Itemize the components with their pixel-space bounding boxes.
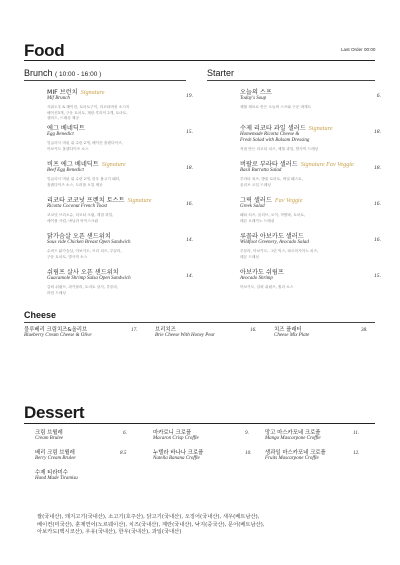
dessert-name: 베리 크림 브륄레 — [35, 450, 75, 456]
menu-item-english: Basil Burratta Salad — [240, 168, 282, 174]
last-order-note: Last Order 00:00 — [341, 47, 376, 52]
menu-item-name-row — [47, 89, 182, 96]
cheese-name: 브리치즈 — [155, 327, 176, 333]
origin-line: 아보카도(멕시코산), 우유(국내산), 한우(국내산), 과일(국내산) — [37, 529, 182, 536]
menu-item-name-row — [240, 269, 375, 276]
menu-item-price: 16. — [374, 201, 381, 207]
menu-item-price: 18. — [374, 165, 381, 171]
menu-item-name: 버팔로 부라타 샐러드 — [240, 161, 298, 168]
starter-divider — [207, 80, 375, 81]
menu-item-price: 19. — [186, 93, 193, 99]
menu-item-desc: 구운 토마토, 발사믹 소스 — [47, 254, 88, 259]
dessert-item — [35, 450, 76, 462]
menu-item-name-row — [240, 125, 375, 132]
menu-item-english: Avocado Shrimp — [240, 276, 273, 282]
menu-item-price: 15. — [186, 129, 193, 135]
dessert-english: Mango Mascarpone Croffle — [265, 436, 321, 442]
menu-item-name: 그릭 샐러드 — [240, 197, 272, 204]
cheese-name: 치즈 플래터 — [274, 327, 302, 333]
menu-item-price: 16. — [374, 237, 381, 243]
dessert-name: 생과일 마스카포네 크로플 — [265, 450, 326, 456]
menu-item — [47, 89, 182, 122]
menu-item-price: 18. — [374, 129, 381, 135]
menu-item-name: 에그 베네딕트 — [47, 125, 85, 132]
menu-item-name-row — [240, 233, 375, 240]
menu-item-price: 14. — [186, 273, 193, 279]
menu-item-english: Today's Soup — [240, 96, 267, 102]
menu-item-english: Sous vide Chicken Breast Open Sandwich — [47, 240, 131, 246]
starter-section-title: Starter — [207, 68, 235, 78]
menu-item-desc: 루꼴라, 아보카도, 그린 믹스, 파르미지아노 치즈, — [240, 249, 319, 254]
menu-item-name-row — [240, 197, 375, 204]
cheese-price: 16. — [250, 327, 257, 333]
menu-item-desc: 직접 만든 리코타 치즈, 제철 과일, 발사믹 드레싱 — [240, 147, 319, 152]
menu-item-name: MIF 브런치 — [47, 89, 78, 96]
dessert-price: 9. — [245, 430, 249, 436]
menu-item-english: Fresh Salad with Balsam Dressing — [240, 138, 310, 144]
menu-item-desc: 올리브 오일 드레싱 — [240, 182, 271, 187]
menu-item-name: 루꼴라 아보카도 샐러드 — [240, 233, 304, 240]
menu-item-desc: 코코넛 브리오슈, 리코타 크림, 계절 과일, — [47, 213, 114, 218]
cheese-price: 17. — [131, 327, 138, 333]
menu-item-desc: 사워도우 & 베이컨, 토마토구이, 리코타버섯 소시지 — [47, 105, 130, 110]
dessert-price: 6. — [123, 430, 127, 436]
brunch-section-title — [24, 68, 101, 78]
dessert-name: 망고 마스카포네 크로플 — [265, 430, 321, 436]
menu-item-desc: 잉글리시 머핀 위 수란 2개, 한우 불고기 패티, — [47, 177, 121, 182]
cheese-english: Brie Cheese With Honey Pear — [155, 333, 215, 339]
dessert-name: 수제 티라미수 — [35, 470, 68, 476]
dessert-item — [35, 470, 78, 482]
dessert-item — [153, 450, 203, 462]
cheese-price: 38. — [361, 327, 368, 333]
cheese-list — [24, 327, 375, 351]
menu-item-name: 아보카도 쉬림프 — [240, 269, 284, 276]
signature-tag: Signature — [308, 125, 333, 132]
menu-item-name-row — [47, 269, 182, 276]
menu-item-price: 14. — [186, 237, 193, 243]
menu-item — [240, 125, 375, 153]
dessert-item — [265, 450, 326, 462]
menu-item-english: Beef Egg Benedict — [47, 168, 84, 174]
brunch-hours: ( 10:00 - 16:00 ) — [55, 71, 102, 78]
menu-item-english: Mif Brunch — [47, 96, 70, 102]
menu-item — [240, 89, 375, 111]
menu-item-name: 수제 리코타 과일 샐러드 — [240, 125, 306, 132]
menu-item-english: Guacamole Shrimp Salsa Open Sandwich — [47, 276, 131, 282]
menu-item-name: 비프 에그 베네딕트 — [47, 161, 99, 168]
cheese-item — [24, 327, 92, 339]
cheese-name: 블루베리 크림치즈&올리브 — [24, 327, 88, 333]
menu-item-desc: 샐러드, 드레싱 제공 — [47, 116, 80, 121]
menu-item-name-row — [47, 233, 182, 240]
menu-item — [47, 197, 182, 224]
dessert-english: Fruits Mascarpone Croffle — [265, 456, 319, 462]
signature-tag: Signature — [80, 89, 105, 96]
menu-item — [47, 125, 182, 152]
dessert-item — [153, 430, 199, 442]
menu-item-desc: 베이컨3개, 구운 토마토, 계란 후라이 2개, 토마토, — [47, 110, 128, 115]
menu-item — [240, 197, 375, 224]
dessert-item — [35, 430, 63, 442]
cheese-divider — [24, 322, 375, 323]
menu-item — [240, 269, 375, 291]
menu-item-name-row — [47, 125, 182, 132]
menu-item-desc: 아보카도, 갈릭 쉬림프, 칠리 소스 — [240, 285, 294, 290]
cheese-item — [274, 327, 309, 339]
menu-item-name-row — [240, 89, 375, 96]
menu-item-desc: 메이플 시럽, 바닐라 아이스크림 — [47, 218, 98, 223]
dessert-list — [35, 430, 375, 510]
menu-item-name-row — [47, 197, 182, 204]
header-divider — [24, 60, 375, 61]
menu-item-name: 닭가슴살 오픈 샌드위치 — [47, 233, 111, 240]
menu-item-desc: 레몬 오레가노 드레싱 — [240, 218, 275, 223]
menu-item — [240, 233, 375, 260]
dessert-english: Macaron Crisp Croffle — [153, 436, 199, 442]
dessert-name: 크림 브륄레 — [35, 430, 63, 436]
menu-item — [47, 161, 182, 188]
menu-item — [240, 161, 375, 188]
menu-item-desc: 홀랜다이즈 소스, 트러플 오일 제공 — [47, 182, 103, 187]
menu-item-english: Ricotta Coconut French Toast — [47, 204, 108, 210]
menu-item — [47, 269, 182, 296]
menu-item-name: 리코타 코코넛 프렌치 토스트 — [47, 197, 125, 204]
dessert-english: Hand Made Tiramisu — [35, 476, 78, 482]
menu-item-english: Greek Salad — [240, 204, 265, 210]
dessert-title: Dessert — [24, 403, 85, 422]
cheese-title: Cheese — [24, 310, 57, 320]
menu-item-english: Wildfoot Greenery, Avocado Salad — [240, 240, 309, 246]
dessert-english: Nutella Banana Croffle — [153, 456, 200, 462]
menu-item-desc: 레몬 드레싱 — [240, 254, 259, 259]
dessert-name: 누텔라 바나나 크로플 — [153, 450, 204, 456]
menu-item-price: 15. — [374, 273, 381, 279]
dessert-price: 10. — [245, 450, 252, 456]
cheese-item — [155, 327, 215, 339]
signature-tag: Signature — [127, 197, 152, 204]
signature-tag: Fav Veggie — [274, 197, 303, 204]
cheese-english: Cheese Mix Plate — [274, 333, 310, 339]
menu-item-price: 18. — [186, 165, 193, 171]
origin-notice — [37, 514, 265, 537]
dessert-english: Berry Cream Brulee — [35, 456, 76, 462]
menu-item-desc: 페타 치즈, 올리브, 오이, 적양파, 토마토, — [240, 213, 306, 218]
dessert-item — [265, 430, 321, 442]
menu-item-name: 쉬림프 살사 오픈 샌드위치 — [47, 269, 119, 276]
signature-tag: Signature — [101, 161, 126, 168]
dessert-price: 12. — [353, 450, 360, 456]
dessert-price: 8.5 — [120, 450, 127, 456]
menu-item-desc: 라임 드레싱 — [47, 290, 66, 295]
origin-line: 베이컨(미국산), 훈제연어(노르웨이산), 치즈(국내산), 계란(국내산), 낙지(중국산), 문어(베트남산), — [37, 521, 265, 528]
menu-item-desc: 부라타 치즈, 방울 토마토, 바질 페스토, — [240, 177, 303, 182]
menu-item-price: 6. — [376, 93, 381, 99]
cheese-english: Blueberry Cream Cheese & Olive — [24, 333, 92, 339]
dessert-english: Cream Brulee — [35, 436, 64, 442]
menu-item-desc: 수비드 닭가슴살, 아보카도, 브리 치즈, 루꼴라, — [47, 249, 122, 254]
menu-item — [47, 233, 182, 260]
signature-tag: Signature Fav Veggie — [300, 161, 354, 168]
dessert-name: 마카로니 크로플 — [153, 430, 192, 436]
brunch-divider — [24, 80, 186, 81]
dessert-divider — [24, 423, 375, 424]
menu-item-desc: 아보카도 홀랜다이즈 소스 — [47, 146, 89, 151]
menu-item-name-row — [240, 161, 375, 168]
menu-item-desc: 갈릭 쉬림프, 과카몰리, 토마토 살사, 루꼴라, — [47, 285, 119, 290]
menu-item-name-row — [47, 161, 182, 168]
menu-item-english: Egg Benedict — [47, 132, 74, 138]
menu-item-price: 16. — [186, 201, 193, 207]
menu-item-desc: 제철 재료로 만든 오늘의 스프와 구운 바게트 — [240, 105, 312, 110]
menu-item-english: Homemade Ricotta Cheese & — [240, 132, 300, 138]
brunch-title: Brunch — [24, 68, 53, 78]
menu-item-desc: 잉글리시 머핀 위 수란 2개, 베이컨 홀랜다이즈, — [47, 141, 123, 146]
menu-item-name: 오늘의 스프 — [240, 89, 272, 96]
dessert-price: 11. — [353, 430, 360, 436]
origin-line: 쌀(국내산), 돼지고기(국내산), 소고기(호주산), 닭고기(국내산), 오징어(국내산), 새우(베트남산), — [37, 514, 260, 520]
food-title: Food — [24, 41, 65, 60]
